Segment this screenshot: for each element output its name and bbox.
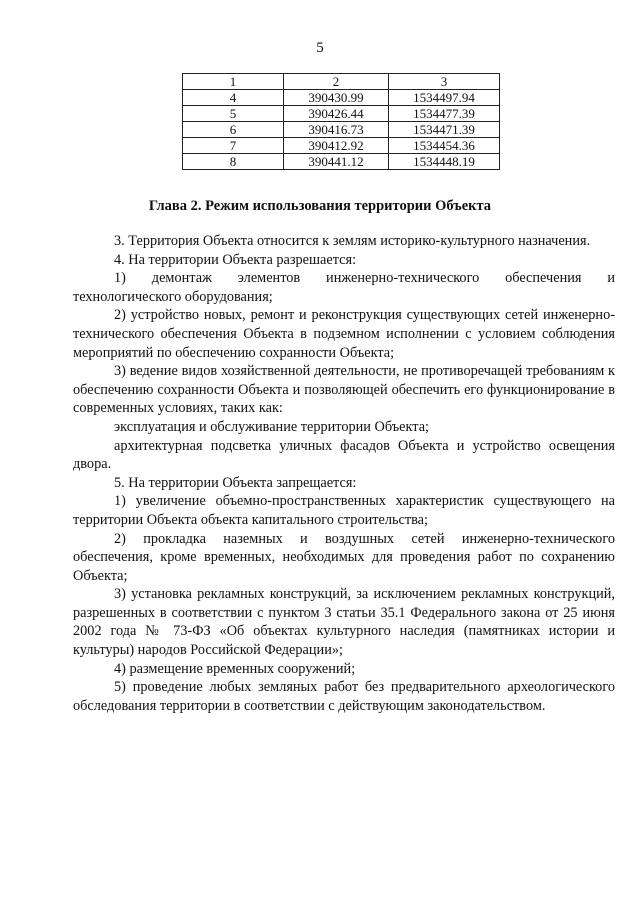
table-cell: 1534448.19 bbox=[389, 154, 500, 170]
coordinates-table bbox=[182, 73, 500, 170]
paragraph: 1) увеличение объемно-пространственных характеристик существующего на территории Объекта объекта капитального строительства; bbox=[73, 493, 615, 528]
table-cell: 1534497.94 bbox=[389, 90, 500, 106]
table-header-cell: 1 bbox=[183, 74, 284, 90]
table-cell: 390430.99 bbox=[284, 90, 389, 106]
table-row bbox=[183, 138, 500, 154]
table-cell: 4 bbox=[183, 90, 284, 106]
paragraph: 2) прокладка наземных и воздушных сетей инженерно-технического обеспечения, кроме временных, необходимых для проведения работ по сохранению Объекта; bbox=[73, 530, 615, 584]
paragraph: архитектурная подсветка уличных фасадов Объекта и устройство освещения двора. bbox=[73, 437, 615, 473]
paragraph: 5. На территории Объекта запрещается: bbox=[114, 474, 357, 491]
table-header-cell: 3 bbox=[389, 74, 500, 90]
paragraph: 4. На территории Объекта разрешается: bbox=[114, 251, 357, 268]
paragraph: 2) устройство новых, ремонт и реконструкция существующих сетей инженерно-технического обеспечения Объекта в подземном исполнении с условием соблюдения мероприятий по обеспечению сохранности Объекта; bbox=[73, 307, 615, 361]
paragraph: 4) размещение временных сооружений; bbox=[114, 660, 356, 677]
table-header-cell: 2 bbox=[284, 74, 389, 90]
document-body bbox=[73, 232, 615, 715]
table-cell: 8 bbox=[183, 154, 284, 170]
table-cell: 390426.44 bbox=[284, 106, 389, 122]
chapter-title: Глава 2. Режим использования территории Объекта bbox=[148, 198, 492, 214]
paragraph: 3. Территория Объекта относится к землям историко-культурного назначения. bbox=[114, 233, 591, 249]
table-row bbox=[183, 106, 500, 122]
page-number: 5 bbox=[316, 40, 324, 56]
table-cell: 390416.73 bbox=[284, 122, 389, 138]
table-cell: 390412.92 bbox=[284, 138, 389, 154]
table-cell: 1534454.36 bbox=[389, 138, 500, 154]
table-row bbox=[183, 90, 500, 106]
table-cell: 6 bbox=[183, 122, 284, 138]
table-cell: 390441.12 bbox=[284, 154, 389, 170]
table-cell: 5 bbox=[183, 106, 284, 122]
table-row bbox=[183, 122, 500, 138]
paragraph: 3) ведение видов хозяйственной деятельности, не противоречащей требованиям к обеспечению сохранности Объекта и позволяющей обеспечить его функционирование в современных условиях, таких как: bbox=[73, 363, 615, 417]
table-header-row bbox=[183, 74, 500, 90]
table-row bbox=[183, 154, 500, 170]
table-cell: 1534471.39 bbox=[389, 122, 500, 138]
paragraph: 5) проведение любых земляных работ без предварительного археологического обследования территории в соответствии с действующим законодательством. bbox=[73, 679, 615, 714]
table-cell: 7 bbox=[183, 138, 284, 154]
paragraph: эксплуатация и обслуживание территории Объекта; bbox=[114, 418, 430, 435]
paragraph: 1) демонтаж элементов инженерно-технического обеспечения и технологического оборудования; bbox=[73, 270, 615, 305]
paragraph: 3) установка рекламных конструкций, за исключением рекламных конструкций, разрешенных в соответствии с пунктом 3 статьи 35.1 Федерального закона от 25 июня 2002 года № 73-ФЗ «Об объектах культурного наследия (памятниках истории и культуры) народов Российской Федерации»; bbox=[73, 586, 615, 659]
table-cell: 1534477.39 bbox=[389, 106, 500, 122]
